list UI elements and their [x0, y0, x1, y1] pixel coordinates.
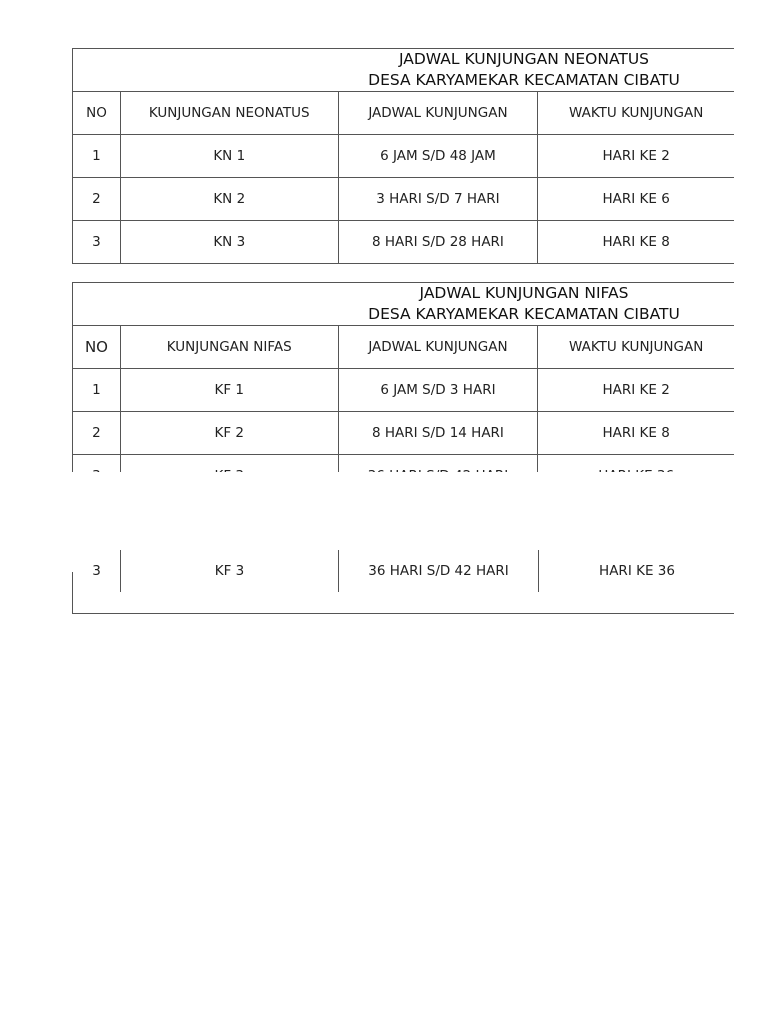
table-cell: 3 [73, 550, 121, 592]
table-cell: 8 HARI S/D 14 HARI [339, 412, 539, 454]
table-title-line1: JADWAL KUNJUNGAN NIFAS [419, 284, 629, 302]
table-cell: HARI KE 6 [602, 191, 670, 207]
header-row [73, 326, 734, 369]
table-cell: 36 HARI S/D 42 HARI [339, 550, 539, 592]
table-row [73, 369, 734, 412]
header-cell: WAKTU KUNJUNGAN [569, 339, 704, 355]
table-cell: 1 [73, 369, 121, 411]
table-cell: KF 1 [121, 369, 339, 411]
table-title-line2: DESA KARYAMEKAR KECAMATAN CIBATU [368, 71, 680, 89]
table-cell: HARI KE 2 [602, 382, 670, 398]
cut-row-remainder [72, 563, 734, 614]
table-cell: KF 2 [121, 412, 339, 454]
table-cell: HARI KE 2 [602, 148, 670, 164]
table-cell: KN 1 [121, 135, 339, 177]
table-row [73, 135, 734, 178]
table-row [73, 550, 735, 592]
table-cell: KF 3 [121, 550, 339, 592]
header-row [73, 92, 734, 135]
header-cell: WAKTU KUNJUNGAN [569, 105, 704, 121]
table-cell: KN 2 [121, 178, 339, 220]
table-row [73, 412, 734, 455]
table-row [73, 221, 734, 264]
table-cell: 2 [73, 412, 121, 454]
table-cell: KN 3 [121, 221, 339, 263]
table-cell: HARI KE 8 [602, 234, 670, 250]
table-cell: HARI KE 36 [599, 563, 675, 579]
header-cell: NO [73, 326, 121, 368]
neonatus-table [72, 48, 734, 264]
nifas-table [72, 282, 734, 498]
table-cell: 6 JAM S/D 48 JAM [339, 135, 539, 177]
table-cell: 8 HARI S/D 28 HARI [339, 221, 539, 263]
table-cell: 1 [73, 135, 121, 177]
table-cell: 6 JAM S/D 3 HARI [339, 369, 539, 411]
table-title [73, 283, 734, 326]
table-cell: 2 [73, 178, 121, 220]
table-cell: HARI KE 8 [602, 425, 670, 441]
table-cell: 3 HARI S/D 7 HARI [339, 178, 539, 220]
header-cell: KUNJUNGAN NIFAS [121, 326, 339, 368]
table-title-line1: JADWAL KUNJUNGAN NEONATUS [398, 50, 650, 68]
table-title-line2: DESA KARYAMEKAR KECAMATAN CIBATU [368, 305, 680, 323]
header-cell: JADWAL KUNJUNGAN [339, 92, 539, 134]
header-cell: KUNJUNGAN NEONATUS [121, 92, 339, 134]
header-cell: JADWAL KUNJUNGAN [339, 326, 539, 368]
header-cell: NO [73, 92, 121, 134]
table-title [73, 49, 734, 92]
table-cell: 3 [73, 221, 121, 263]
table-row [73, 178, 734, 221]
